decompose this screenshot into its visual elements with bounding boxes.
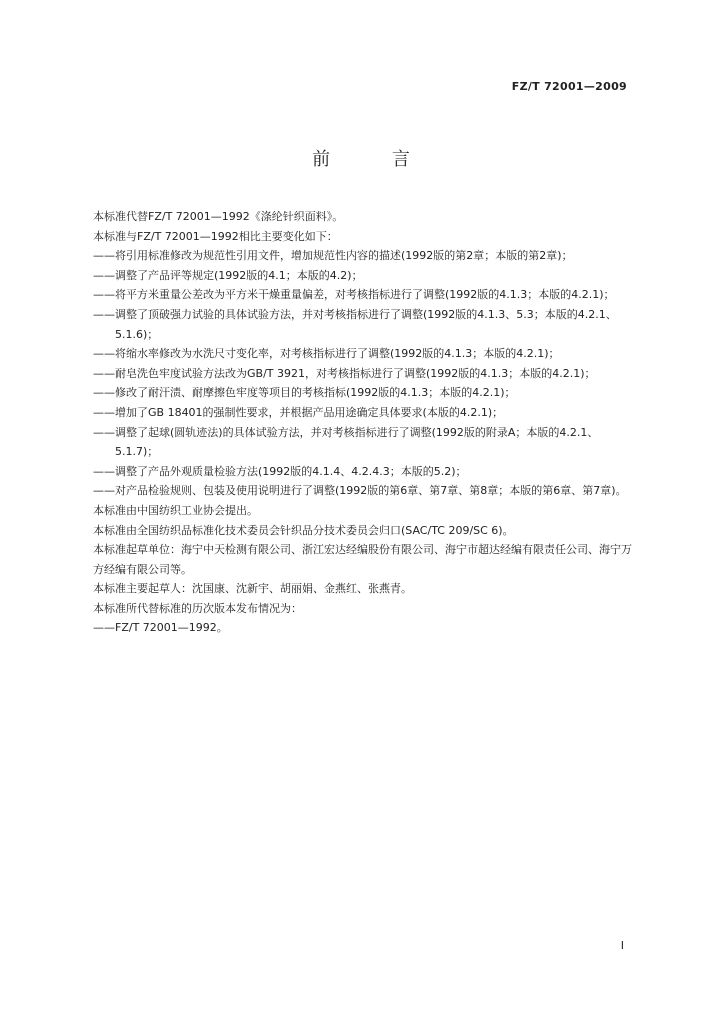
change-item — [93, 462, 633, 482]
change-item — [93, 403, 633, 423]
document-body — [93, 207, 633, 638]
dash-marker: —— — [93, 425, 115, 439]
history-item — [93, 618, 633, 638]
change-item-text: 增加了GB 18401的强制性要求，并根据产品用途确定具体要求(本版的4.2.1)； — [115, 405, 504, 419]
change-item-text: 将平方米重量公差改为平方米干燥重量偏差，对考核指标进行了调整(1992版的4.1.3；本版的4.2.1)； — [115, 288, 615, 302]
intro-paragraph-2: 本标准与FZ/T 72001—1992相比主要变化如下： — [93, 229, 338, 243]
dash-marker: —— — [93, 621, 115, 635]
change-item — [93, 305, 633, 344]
change-item — [93, 344, 633, 364]
change-item-text: 调整了产品评等规定(1992版的4.1；本版的4.2)； — [115, 268, 363, 282]
history-item-text: FZ/T 72001—1992。 — [115, 621, 228, 635]
change-item — [93, 285, 633, 305]
change-item — [93, 364, 633, 384]
change-item-text: 调整了产品外观质量检验方法(1992版的4.1.4、4.2.4.3；本版的5.2)； — [115, 464, 467, 478]
dash-marker: —— — [93, 366, 115, 380]
standard-code: FZ/T 72001—2009 — [511, 80, 627, 93]
dash-marker: —— — [93, 386, 115, 400]
change-item-text: 修改了耐汗渍、耐摩擦色牢度等项目的考核指标(1992版的4.1.3；本版的4.2.1)； — [115, 386, 516, 400]
closing-paragraph: 本标准主要起草人：沈国康、沈新宇、胡丽娟、金燕红、张燕青。 — [93, 582, 412, 596]
change-item-text: 将引用标准修改为规范性引用文件，增加规范性内容的描述(1992版的第2章；本版的第2章)； — [115, 249, 573, 263]
closing-paragraph: 本标准由全国纺织品标准化技术委员会针织品分技术委员会归口(SAC/TC 209/SC 6)。 — [93, 523, 514, 537]
dash-marker: —— — [93, 249, 115, 263]
drafting-units-paragraph — [93, 540, 633, 579]
dash-marker: —— — [93, 405, 115, 419]
dash-marker: —— — [93, 307, 115, 321]
change-item — [93, 246, 633, 266]
page-title: 前 言 — [312, 149, 438, 170]
change-item — [93, 423, 633, 462]
change-item-text: 耐皂洗色牢度试验方法改为GB/T 3921，对考核指标进行了调整(1992版的4.1.3；本版的4.2.1)； — [115, 366, 596, 380]
change-item — [93, 481, 633, 501]
change-item-text: 调整了顶破强力试验的具体试验方法，并对考核指标进行了调整(1992版的4.1.3、5.3；本版的4.2.1、5.1.6)； — [115, 307, 617, 341]
change-item-text: 对产品检验规则、包装及使用说明进行了调整(1992版的第6章、第7章、第8章；本版的第6章、第7章)。 — [115, 484, 627, 498]
dash-marker: —— — [93, 288, 115, 302]
intro-paragraph-1: 本标准代替FZ/T 72001—1992《涤纶针织面料》。 — [93, 210, 344, 223]
closing-paragraph: 本标准所代替标准的历次版本发布情况为： — [93, 601, 302, 615]
change-item — [93, 266, 633, 286]
dash-marker: —— — [93, 347, 115, 361]
dash-marker: —— — [93, 464, 115, 478]
change-item-text: 将缩水率修改为水洗尺寸变化率，对考核指标进行了调整(1992版的4.1.3；本版的4.2.1)； — [115, 347, 560, 361]
dash-marker: —— — [93, 484, 115, 498]
change-item — [93, 383, 633, 403]
change-item-text: 调整了起球(圆轨迹法)的具体试验方法，并对考核指标进行了调整(1992版的附录A；本版的4.2.1、5.1.7)； — [115, 425, 599, 459]
drafting-units-text: 本标准起草单位：海宁中天检测有限公司、浙江宏达经编股份有限公司、海宁市超达经编有限责任公司、海宁万方经编有限公司等。 — [93, 543, 632, 576]
closing-paragraph: 本标准由中国纺织工业协会提出。 — [93, 503, 258, 517]
dash-marker: —— — [93, 268, 115, 282]
page-number: I — [620, 939, 624, 952]
